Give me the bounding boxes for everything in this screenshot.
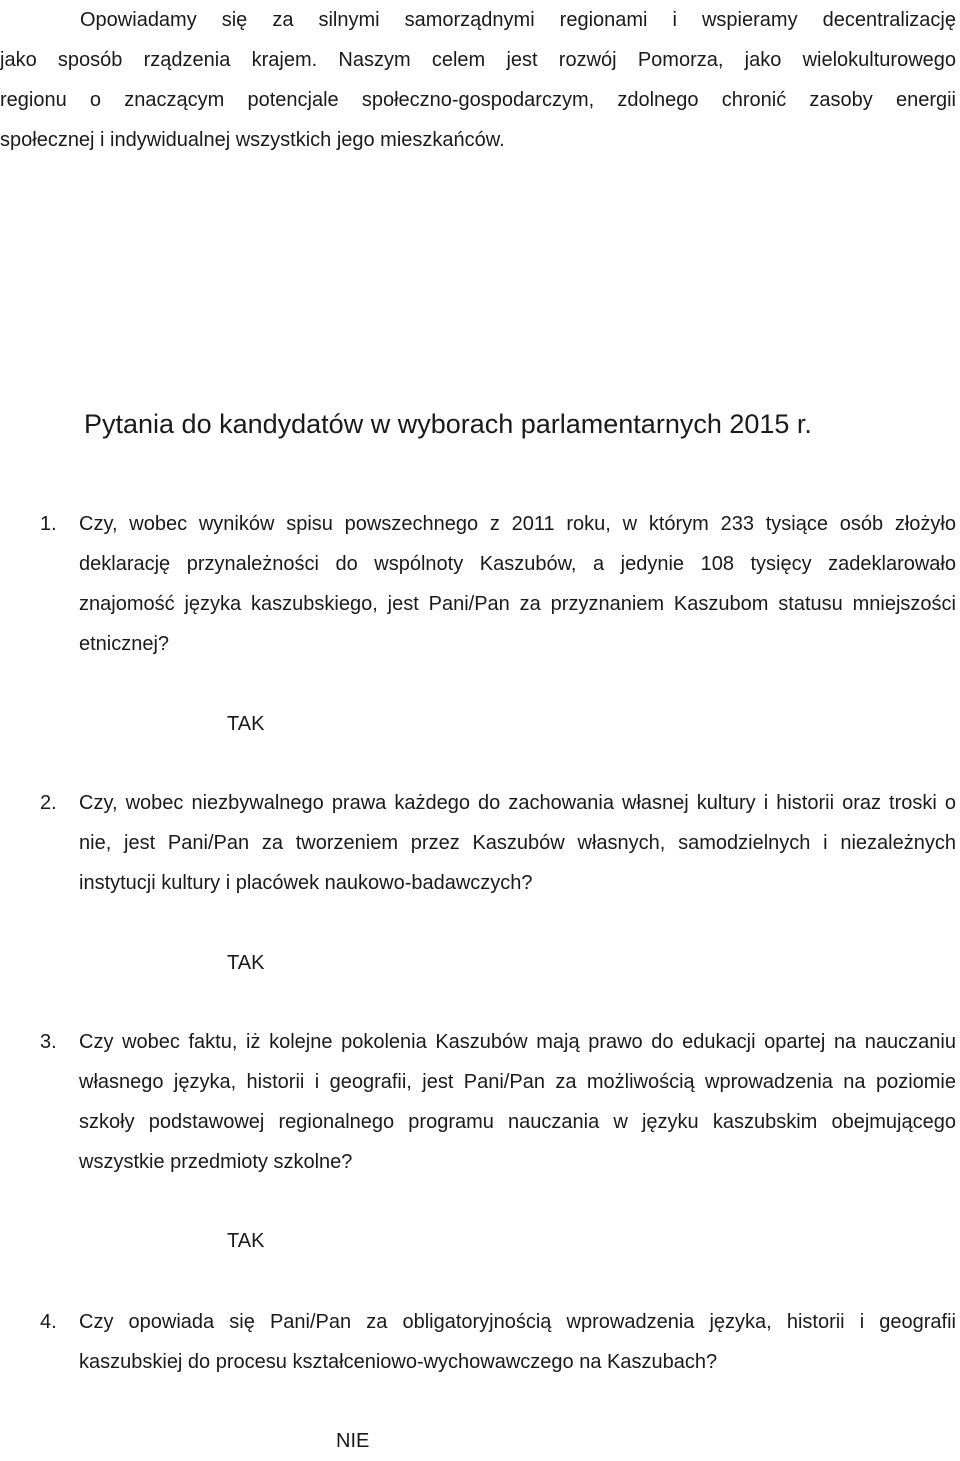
question-number: 2. [40,792,57,814]
question-text: Czy, wobec niezbywalnego prawa każdego do zachowania własnej kultury i historii oraz troski o nie, jest Pani/Pan za tworzeniem przez Kaszubów własnych, samodzielnych i niezależnych instytucji kultury i placówek naukowo-badawczych? [79,792,956,894]
question-number: 1. [40,513,57,535]
answer-4: NIE [336,1430,370,1452]
question-number: 4. [40,1311,57,1333]
intro-paragraph [0,0,956,160]
question-3 [40,1022,956,1182]
question-text: Czy wobec faktu, iż kolejne pokolenia Kaszubów mają prawo do edukacji opartej na nauczaniu własnego języka, historii i geografii, jest Pani/Pan za możliwością wprowadzenia na poziomie szkoły podstawowej regionalnego programu nauczania w języku kaszubskim obejmującego wszystkie przedmioty szkolne? [79,1031,956,1173]
question-text: Czy opowiada się Pani/Pan za obligatoryjnością wprowadzenia języka, historii i geografii kaszubskiej do procesu kształceniowo-wychowawczego na Kaszubach? [79,1311,956,1373]
question-text: Czy, wobec wyników spisu powszechnego z 2011 roku, w którym 233 tysiące osób złożyło deklarację przynależności do wspólnoty Kaszubów, a jedynie 108 tysięcy zadeklarowało znajomość języka kaszubskiego, jest Pani/Pan za przyznaniem Kaszubom statusu mniejszości etnicznej? [79,513,956,655]
answer-1: TAK [227,713,265,735]
answer-3: TAK [227,1230,265,1252]
question-number: 3. [40,1031,57,1053]
intro-line: Opowiadamy się za silnymi samorządnymi regionami i wspieramy decentralizację [80,9,956,31]
question-2 [40,783,956,903]
intro-line: regionu o znaczącym potencjale społeczno-gospodarczym, zdolnego chronić zasoby energii [0,89,956,111]
answer-2: TAK [227,952,265,974]
question-4 [40,1302,956,1382]
intro-line: jako sposób rządzenia krajem. Naszym celem jest rozwój Pomorza, jako wielokulturowego [0,49,956,71]
intro-line: społecznej i indywidualnej wszystkich jego mieszkańców. [0,129,505,151]
document-title: Pytania do kandydatów w wyborach parlamentarnych 2015 r. [84,409,812,439]
question-1 [40,504,956,664]
